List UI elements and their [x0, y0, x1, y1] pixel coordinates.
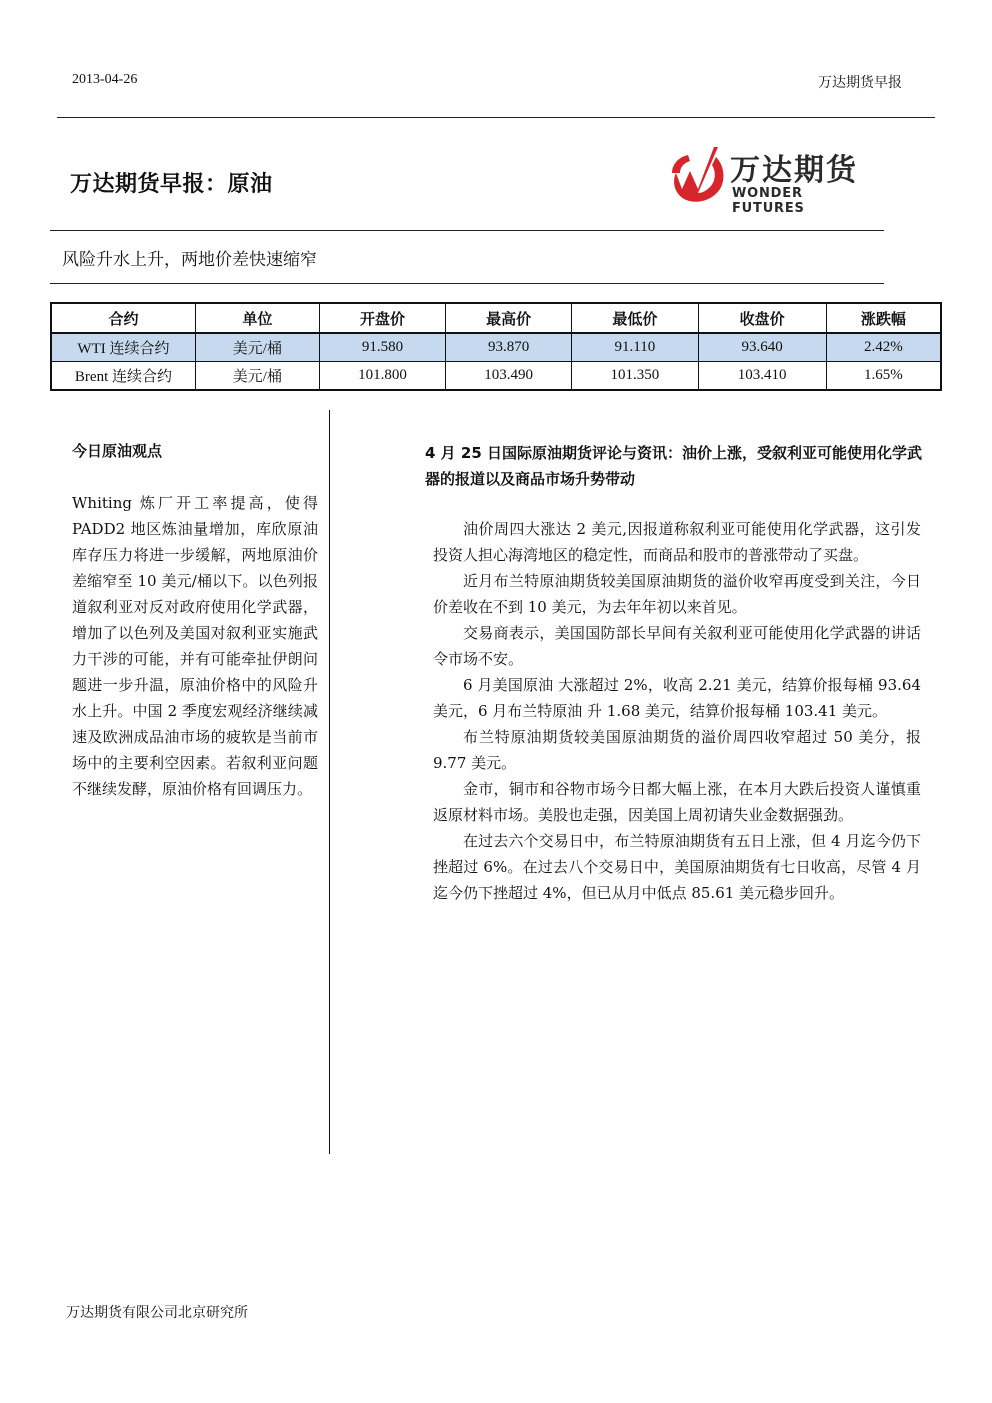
- header-close: 收盘价: [698, 303, 826, 333]
- header-high: 最高价: [446, 303, 572, 333]
- header-unit: 单位: [195, 303, 319, 333]
- report-subtitle: 风险升水上升，两地价差快速缩窄: [62, 250, 317, 270]
- news-paragraph: 6 月美国原油 大涨超过 2%，收高 2.21 美元，结算价报每桶 93.64 美元，6 月布兰特原油 升 1.68 美元，结算价报每桶 103.41 美元。: [433, 676, 921, 720]
- header-rule: [57, 117, 935, 118]
- outlook-heading: 今日原油观点: [72, 442, 163, 460]
- news-paragraph: 交易商表示，美国国防部长早间有关叙利亚可能使用化学武器的讲话令市场不安。: [433, 624, 921, 668]
- report-date: 2013-04-26: [72, 72, 138, 87]
- cell-open: 91.580: [319, 333, 445, 362]
- news-heading: 4 月 25 日国际原油期货评论与资讯：油价上涨，受叙利亚可能使用化学武器的报道以及商品市场升势带动: [425, 444, 922, 488]
- cell-change: 1.65%: [826, 362, 941, 391]
- footer-text: 万达期货有限公司北京研究所: [66, 1305, 248, 1321]
- header-contract: 合约: [51, 303, 195, 333]
- outlook-body: Whiting 炼厂开工率提高，使得 PADD2 地区炼油量增加，库欣原油库存压力将进一步缓解，两地原油价差缩窄至 10 美元/桶以下。以色列报道叙利亚对反对政府使用化学武器，增加了以色列及美国对叙利亚实施武力干涉的可能，并有可能牵扯伊朗问题进一步升温，原油价格中的风险升水上升。中国 2 季度宏观经济继续减速及欧洲成品油市场的疲软是当前市场中的主要利空因素。若叙利亚问题不继续发酵，原油价格有回调压力。: [72, 494, 318, 798]
- cell-change: 2.42%: [826, 333, 941, 362]
- news-paragraph: 布兰特原油期货较美国原油期货的溢价周四收窄超过 50 美分，报 9.77 美元。: [433, 728, 921, 772]
- logo-text-en: WONDER FUTURES: [732, 186, 805, 216]
- cell-low: 91.110: [572, 333, 698, 362]
- table-header-row: [51, 303, 941, 333]
- price-table: [50, 302, 942, 391]
- logo-text-cn: 万达期货: [730, 153, 858, 188]
- news-paragraph: 油价周四大涨达 2 美元,因报道称叙利亚可能使用化学武器，这引发投资人担心海湾地区的稳定性，而商品和股市的普涨带动了买盘。: [433, 520, 921, 564]
- cell-contract: WTI 连续合约: [51, 333, 195, 362]
- cell-unit: 美元/桶: [195, 362, 319, 391]
- header-change: 涨跌幅: [826, 303, 941, 333]
- wonder-logo-icon: [668, 143, 726, 205]
- cell-close: 103.410: [698, 362, 826, 391]
- cell-low: 101.350: [572, 362, 698, 391]
- news-paragraph: 近月布兰特原油期货较美国原油期货的溢价收窄再度受到关注，今日价差收在不到 10 美元，为去年年初以来首见。: [433, 572, 921, 616]
- table-row: [51, 333, 941, 362]
- header-open: 开盘价: [319, 303, 445, 333]
- cell-high: 93.870: [446, 333, 572, 362]
- cell-open: 101.800: [319, 362, 445, 391]
- cell-high: 103.490: [446, 362, 572, 391]
- cell-contract: Brent 连续合约: [51, 362, 195, 391]
- subtitle-bottom-rule: [50, 283, 884, 284]
- table-row: [51, 362, 941, 391]
- cell-unit: 美元/桶: [195, 333, 319, 362]
- report-title: 万达期货早报：原油: [70, 172, 273, 197]
- news-paragraph: 金市，铜市和谷物市场今日都大幅上涨，在本月大跌后投资人谨慎重返原材料市场。美股也走强，因美国上周初请失业金数据强劲。: [433, 780, 921, 824]
- news-paragraph: 在过去六个交易日中，布兰特原油期货有五日上涨，但 4 月迄今仍下挫超过 6%。在过去八个交易日中，美国原油期货有七日收高，尽管 4 月迄今仍下挫超过 4%，但已从月中低点 85.61 美元稳步回升。: [433, 832, 921, 902]
- news-body: [433, 516, 921, 906]
- company-logo: [668, 143, 878, 216]
- cell-close: 93.640: [698, 333, 826, 362]
- publication-name: 万达期货早报: [818, 75, 902, 91]
- subtitle-top-rule: [50, 230, 884, 231]
- header-low: 最低价: [572, 303, 698, 333]
- column-divider: [329, 410, 330, 1154]
